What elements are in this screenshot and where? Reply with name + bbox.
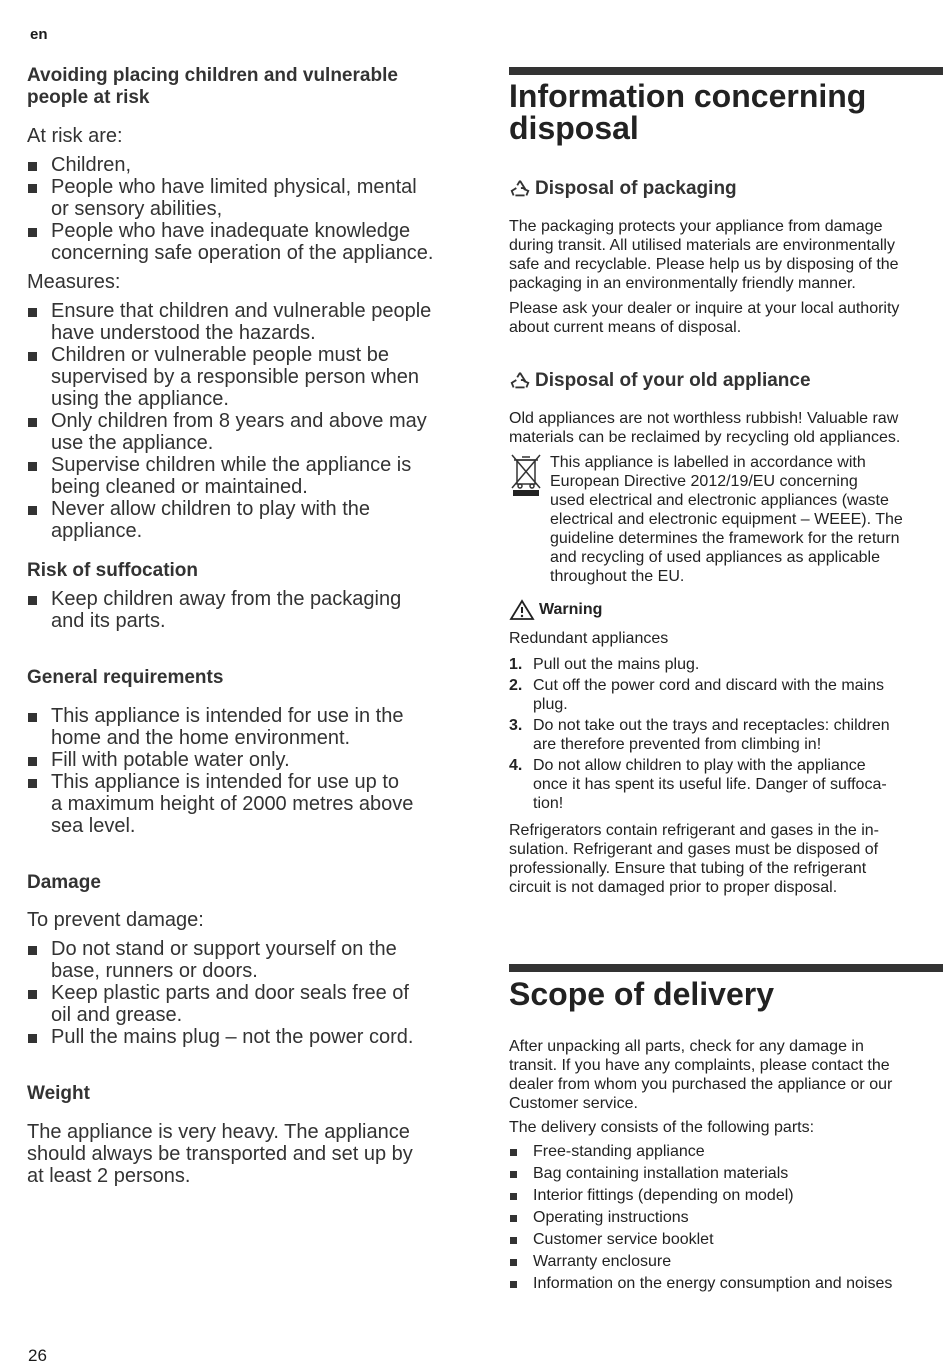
list-item-line: Ensure that children and vulnerable people	[51, 300, 432, 322]
list-item: Operating instructions	[509, 1207, 943, 1229]
numbered-step	[509, 676, 943, 714]
list-item-line: sea level.	[51, 815, 136, 837]
list-item	[27, 1026, 472, 1048]
scope-title: Scope of delivery	[509, 976, 774, 1012]
list-item: Bag containing installation materials	[509, 1163, 943, 1185]
list-item	[27, 454, 472, 498]
paragraph-line: should always be transported and set up by	[27, 1143, 413, 1165]
measures-label: Measures:	[27, 271, 121, 293]
general-heading: General requirements	[27, 667, 224, 688]
paragraph-line: The packaging protects your appliance from damage	[509, 218, 883, 235]
weee-text	[550, 453, 943, 586]
suffocation-list	[27, 588, 472, 632]
list-item-line: This appliance is intended for use up to	[51, 771, 399, 793]
old-appliance-paragraph	[509, 409, 943, 447]
list-item: Customer service booklet	[509, 1229, 943, 1251]
at-risk-label: At risk are:	[27, 125, 123, 147]
step-number: 4.	[509, 757, 523, 774]
list-item: Warranty enclosure	[509, 1251, 943, 1273]
list-item-line: being cleaned or maintained.	[51, 476, 308, 498]
list-item	[27, 176, 472, 220]
at-risk-list	[27, 154, 472, 264]
paragraph-line: safe and recyclable. Please help us by disposing of the	[509, 256, 899, 273]
list-item-line: a maximum height of 2000 metres above	[51, 793, 414, 815]
list-item-line: Only children from 8 years and above may	[51, 410, 427, 432]
step-line: Cut off the power cord and discard with the mains	[533, 677, 884, 694]
list-item-line: using the appliance.	[51, 388, 229, 410]
step-line: Do not allow children to play with the appliance	[533, 757, 866, 774]
paragraph-line: packaging in an environmentally friendly manner.	[509, 275, 856, 292]
list-item-line: People who have inadequate knowledge	[51, 220, 411, 242]
paragraph-line: sulation. Refrigerant and gases must be disposed of	[509, 841, 879, 858]
list-item	[27, 344, 472, 410]
step-number: 2.	[509, 677, 523, 694]
list-item-line: Pull the mains plug – not the power cord.	[51, 1026, 414, 1048]
list-item	[27, 705, 472, 749]
list-item-line: This appliance is intended for use in the	[51, 705, 404, 727]
paragraph-line: at least 2 persons.	[27, 1165, 191, 1187]
paragraph-line: Customer service.	[509, 1095, 638, 1112]
list-item	[27, 300, 472, 344]
paragraph-line: After unpacking all parts, check for any damage in	[509, 1038, 864, 1055]
list-item-line: and its parts.	[51, 610, 166, 632]
damage-heading: Damage	[27, 872, 101, 893]
list-item: Information on the energy consumption and noises	[509, 1273, 943, 1295]
list-item-line: concerning safe operation of the appliance.	[51, 242, 434, 264]
step-number: 3.	[509, 717, 523, 734]
language-code: en	[30, 26, 48, 43]
weee-bin-icon	[509, 452, 543, 498]
weight-heading: Weight	[27, 1083, 90, 1104]
list-item-line: home and the home environment.	[51, 727, 351, 749]
paragraph-line: during transit. All utilised materials are environmentally	[509, 237, 895, 254]
paragraph-line: materials can be reclaimed by recycling old appliances.	[509, 429, 901, 446]
paragraph-line: Please ask your dealer or inquire at your local authority	[509, 300, 900, 317]
step-line: tion!	[533, 795, 564, 812]
list-item-line: appliance.	[51, 520, 143, 542]
packaging-paragraph	[509, 217, 943, 293]
section-rule	[509, 964, 943, 972]
paragraph-line: dealer from whom you purchased the appliance or our	[509, 1076, 893, 1093]
step-line: plug.	[533, 696, 568, 713]
warning-intro: Redundant appliances	[509, 630, 669, 647]
list-item-line: use the appliance.	[51, 432, 214, 454]
paragraph-line: throughout the EU.	[550, 568, 685, 585]
numbered-step	[509, 756, 943, 813]
suffocation-heading: Risk of suffocation	[27, 560, 199, 581]
step-line: Pull out the mains plug.	[533, 656, 700, 673]
paragraph-line: Refrigerators contain refrigerant and gases in the in-	[509, 822, 879, 839]
paragraph-line: Old appliances are not worthless rubbish! Valuable raw	[509, 410, 899, 427]
paragraph	[509, 409, 943, 447]
list-item	[27, 938, 472, 982]
list-item-line: supervised by a responsible person when	[51, 366, 419, 388]
list-item-line: Keep plastic parts and door seals free of	[51, 982, 409, 1004]
paragraph-line: and recycling of used appliances as applicable	[550, 549, 880, 566]
measures-list	[27, 300, 472, 542]
list-item-line: Keep children away from the packaging	[51, 588, 402, 610]
list-item	[27, 410, 472, 454]
paragraph	[509, 1037, 943, 1113]
paragraph	[509, 217, 943, 293]
disposal-title: Information concerning disposal	[509, 78, 867, 146]
paragraph	[509, 821, 943, 897]
list-item-line: People who have limited physical, mental	[51, 176, 417, 198]
packaging-heading: Disposal of packaging	[509, 178, 943, 200]
old-appliance-heading: Disposal of your old appliance	[509, 370, 943, 392]
damage-intro: To prevent damage:	[27, 909, 204, 931]
scope-parts-list	[509, 1141, 943, 1295]
warning-heading: Warning	[509, 599, 943, 621]
list-item	[27, 154, 472, 176]
paragraph-line: about current means of disposal.	[509, 319, 742, 336]
list-item-line: Fill with potable water only.	[51, 749, 290, 771]
paragraph-line: transit. If you have any complaints, please contact the	[509, 1057, 890, 1074]
recycle-icon	[509, 370, 531, 392]
list-item-line: have understood the hazards.	[51, 322, 316, 344]
paragraph-line: used electrical and electronic appliances (waste	[550, 492, 889, 509]
list-item-line: Never allow children to play with the	[51, 498, 371, 520]
scope-parts-intro: The delivery consists of the following parts:	[509, 1119, 815, 1136]
paragraph-line: guideline determines the framework for the return	[550, 530, 900, 547]
list-item-line: or sensory abilities,	[51, 198, 223, 220]
list-item-line: Children,	[51, 154, 132, 176]
numbered-step	[509, 655, 943, 674]
list-item-line: base, runners or doors.	[51, 960, 258, 982]
recycle-icon	[509, 178, 531, 200]
paragraph	[27, 1121, 472, 1187]
paragraph-line: electrical and electronic equipment – WEEE). The	[550, 511, 903, 528]
page-number: 26	[28, 1346, 47, 1365]
warning-icon	[509, 599, 535, 621]
paragraph-line: professionally. Ensure that tubing of the refrigerant	[509, 860, 867, 877]
packaging-paragraph-2	[509, 299, 943, 337]
step-line: are therefore prevented from climbing in!	[533, 736, 822, 753]
list-item	[27, 982, 472, 1026]
children-heading: Avoiding placing children and vulnerable people at risk	[27, 65, 398, 108]
list-item-line: Children or vulnerable people must be	[51, 344, 389, 366]
paragraph	[550, 453, 943, 586]
paragraph-line: The appliance is very heavy. The appliance	[27, 1121, 410, 1143]
paragraph-line: This appliance is labelled in accordance with	[550, 454, 866, 471]
list-item	[27, 498, 472, 542]
paragraph-line: European Directive 2012/19/EU concerning	[550, 473, 858, 490]
list-item	[27, 588, 472, 632]
paragraph	[509, 299, 943, 337]
list-item	[27, 771, 472, 837]
list-item	[27, 749, 472, 771]
step-number: 1.	[509, 656, 523, 673]
list-item-line: Do not stand or support yourself on the	[51, 938, 397, 960]
list-item-line: oil and grease.	[51, 1004, 183, 1026]
list-item: Free-standing appliance	[509, 1141, 943, 1163]
step-line: Do not take out the trays and receptacles: children	[533, 717, 890, 734]
list-item: Interior fittings (depending on model)	[509, 1185, 943, 1207]
list-item-line: Supervise children while the appliance is	[51, 454, 412, 476]
general-list	[27, 705, 472, 837]
list-item	[27, 220, 472, 264]
scope-paragraph	[509, 1037, 943, 1113]
damage-list	[27, 938, 472, 1048]
step-line: once it has spent its useful life. Danger of suffoca-	[533, 776, 887, 793]
numbered-step	[509, 716, 943, 754]
section-rule	[509, 67, 943, 75]
paragraph-line: circuit is not damaged prior to proper disposal.	[509, 879, 838, 896]
refrigerant-paragraph	[509, 821, 943, 897]
weight-text	[27, 1121, 472, 1187]
warning-steps	[509, 655, 943, 815]
